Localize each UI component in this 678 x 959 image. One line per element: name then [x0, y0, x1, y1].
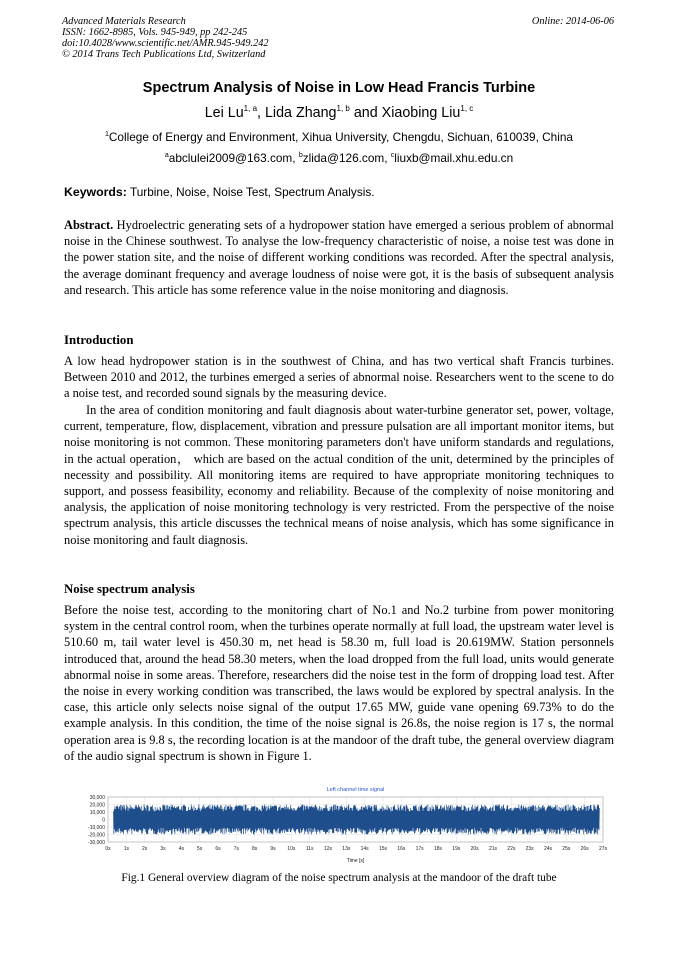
x-axis-label: Time [s]	[346, 858, 365, 864]
email-list	[0, 151, 678, 165]
email-separator: ,	[384, 151, 391, 165]
email-sup: a	[164, 152, 169, 160]
author-sup: 1, b	[336, 104, 350, 113]
waveform-chart-svg	[62, 782, 618, 866]
copyright-line: © 2014 Trans Tech Publications Ltd, Switzerland	[62, 49, 266, 60]
journal-header	[62, 16, 269, 60]
x-tick-label: 6s	[215, 846, 221, 852]
email-sup: c	[390, 152, 395, 160]
y-tick-label: 20,000	[89, 802, 105, 809]
issn-line: ISSN: 1662-8985, Vols. 945-949, pp 242-245	[62, 27, 248, 38]
x-tick-label: 8s	[252, 846, 258, 852]
figure-1-caption: Fig.1 General overview diagram of the noise spectrum analysis at the mandoor of the draft tube	[121, 872, 557, 884]
x-tick-label: 12s	[323, 846, 333, 852]
keywords-text: Turbine, Noise, Noise Test, Spectrum Analysis.	[129, 185, 375, 199]
affiliation-sup: 1	[105, 131, 109, 139]
author-name: Xiaobing Liu	[381, 104, 461, 121]
x-tick-label: 3s	[160, 846, 166, 852]
x-tick-label: 9s	[270, 846, 276, 852]
x-tick-label: 19s	[452, 846, 461, 852]
online-date: Online: 2014-06-06	[531, 16, 614, 27]
author-separator: and	[349, 104, 382, 121]
section-heading-noise-spectrum: Noise spectrum analysis	[64, 582, 195, 596]
author-separator: ,	[257, 104, 265, 121]
abstract-label: Abstract.	[64, 218, 114, 232]
figure-1-chart	[62, 782, 618, 866]
x-tick-label: 24s	[543, 846, 553, 852]
author-sup: 1, c	[460, 104, 474, 113]
x-tick-label: 5s	[197, 846, 203, 852]
x-tick-label: 27s	[598, 846, 608, 852]
x-tick-label: 26s	[580, 846, 589, 852]
x-tick-label: 21s	[488, 846, 498, 852]
x-tick-label: 16s	[397, 846, 406, 852]
y-tick-label: -20,000	[88, 832, 105, 839]
email-address: zlida@126.com	[302, 151, 385, 165]
x-tick-label: 1s	[123, 846, 129, 852]
author-list	[0, 104, 678, 121]
keywords-label: Keywords:	[64, 185, 127, 199]
x-tick-label: 2s	[142, 846, 148, 852]
x-tick-label: 4s	[178, 846, 184, 852]
x-tick-label: 0s	[105, 846, 111, 852]
paper-title: Spectrum Analysis of Noise in Low Head Francis Turbine	[142, 80, 536, 96]
x-tick-label: 15s	[378, 846, 388, 852]
x-tick-label: 11s	[305, 846, 314, 852]
doi-line: doi:10.4028/www.scientific.net/AMR.945-949.242	[62, 38, 269, 49]
author-name: Lida Zhang	[264, 104, 337, 121]
x-tick-label: 10s	[287, 846, 296, 852]
author-name: Lei Lu	[204, 104, 244, 121]
y-tick-label: 30,000	[89, 794, 105, 801]
intro-paragraph-2: In the area of condition monitoring and fault diagnosis about water-turbine generator set, power, voltage, current, temperature, flow, displacement, vibration and pressure pulsation are all important monitor items, but noise monitoring is not common. These monitoring parameters don't have uniform standards and regulations, in the actual operation， which are based on the actual condition of the unit, determined by the principles of necessity and possibility. All monitoring items are required to have appropriate monitoring techniques to support, and possess feasibility, economy and reliability. Because of the complexity of noise monitoring and analysis, the application of noise monitoring technology is very restricted. From the perspective of the noise spectrum analysis, this article discusses the technical means of noise analysis, which has some significance in noise monitoring and fault diagnosis.	[64, 403, 614, 547]
affiliation-text: College of Energy and Environment, Xihua University, Chengdu, Sichuan, 610039, China	[108, 130, 573, 144]
noise-paragraph-1: Before the noise test, according to the monitoring chart of No.1 and No.2 turbine from power monitoring system in the central control room, when the turbines operate normally at full load, the upstream water level is 510.60 m, tail water level is 450.30 m, net head is 58.30 m, full load is 20.619MW. Station personnels introduced that, around the head 58.30 meters, when the load dropped from the full load, units would generate abnormal noise in some areas. Therefore, researchers did the noise test in the form of dropping load test. After the noise in every working condition was transcribed, the laws would be explored by spectral analysis. In the case, this article only selects noise signal of the output 17.65 MW, guide vane opening 69.73% to do the example analysis. In this condition, the time of the noise signal is 26.8s, the noise region is 17 s, the normal operation area is 9.8 s, the recording location is at the mandoor of the draft tube, the general overview diagram of the audio signal spectrum is shown in Figure 1.	[64, 603, 614, 763]
email-address: abclulei2009@163.com	[168, 151, 293, 165]
x-tick-label: 13s	[342, 846, 351, 852]
section-heading-introduction: Introduction	[64, 333, 134, 347]
x-tick-label: 20s	[470, 846, 479, 852]
chart-title: Left channel time signal	[326, 787, 385, 793]
x-tick-label: 7s	[233, 846, 239, 852]
y-tick-label: 10,000	[89, 809, 105, 816]
author-sup: 1, a	[243, 104, 258, 113]
y-tick-label: -10,000	[88, 824, 105, 831]
x-tick-label: 25s	[562, 846, 571, 852]
x-tick-label: 14s	[360, 846, 369, 852]
email-separator: ,	[292, 151, 299, 165]
x-tick-label: 17s	[415, 846, 424, 852]
abstract-text: Hydroelectric generating sets of a hydropower station have emerged a serious problem of abnormal noise in the Chinese southwest. To analyse the low-frequency characteristic of noise, a noise test was done in the power station site, and the noise of different working conditions was recorded. After the spectral analysis, the average dominant frequency and average loudness of noise were got, it is the basis of subsequent analysis and research. This article has some reference value in the noise monitoring and diagnosis.	[64, 218, 614, 297]
x-tick-label: 18s	[433, 846, 443, 852]
affiliation	[0, 130, 678, 144]
x-tick-label: 22s	[507, 846, 516, 852]
y-tick-label: 0	[102, 817, 105, 824]
abstract	[64, 217, 614, 298]
email-sup: b	[298, 152, 303, 160]
intro-paragraph-1: A low head hydropower station is in the southwest of China, and has two vertical shaft Francis turbines. Between 2010 and 2012, the turbines emerged a series of abnormal noise. Researchers went to the scene to do a noise test, and recorded sound signals by the measuring device.	[64, 354, 614, 401]
x-tick-label: 23s	[525, 846, 534, 852]
keywords	[64, 185, 375, 199]
journal-name: Advanced Materials Research	[62, 16, 186, 27]
y-tick-label: -30,000	[88, 839, 105, 846]
email-address: liuxb@mail.xhu.edu.cn	[394, 151, 514, 165]
